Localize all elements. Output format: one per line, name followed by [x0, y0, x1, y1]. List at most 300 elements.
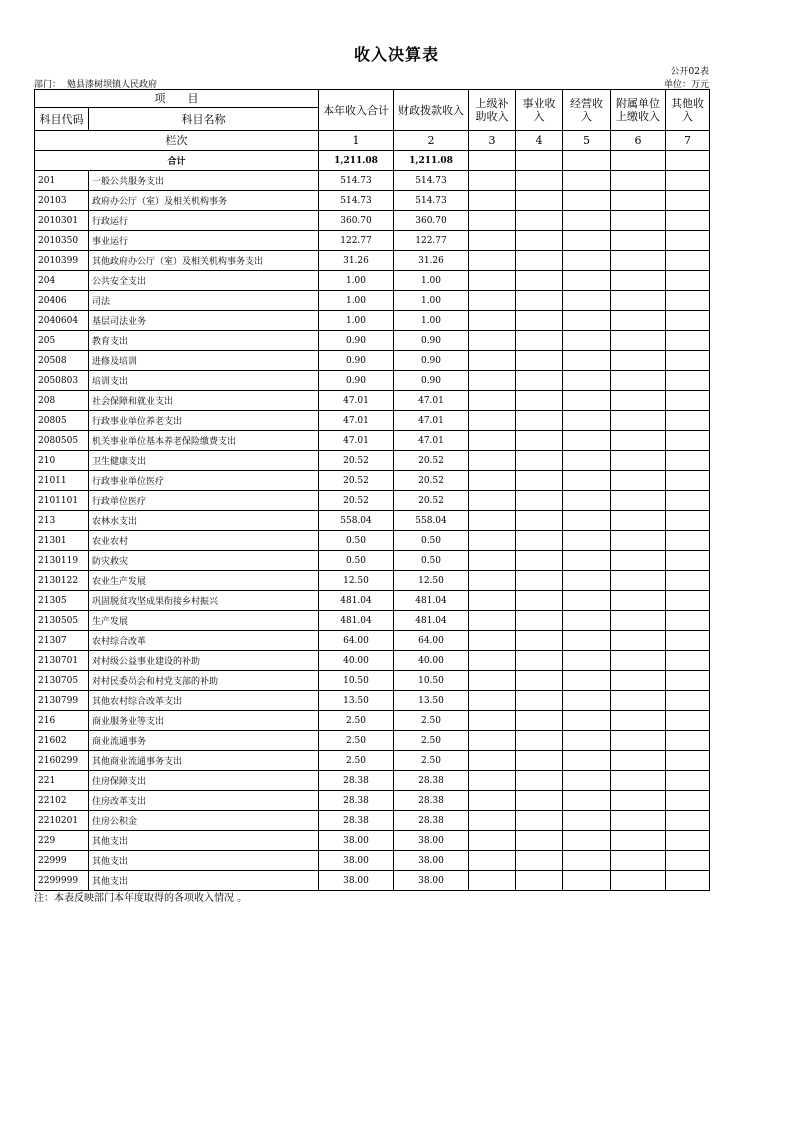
- empty-cell: [469, 451, 516, 471]
- page-title: 收入决算表: [353, 45, 439, 64]
- total-label: 合计: [35, 151, 319, 171]
- empty-cell: [469, 431, 516, 451]
- row-fiscal: 0.50: [394, 551, 469, 571]
- col-num-2: 2: [394, 131, 469, 151]
- row-fiscal: 481.04: [394, 611, 469, 631]
- empty-cell: [469, 651, 516, 671]
- empty-cell: [469, 251, 516, 271]
- empty-cell: [666, 691, 710, 711]
- empty-cell: [469, 851, 516, 871]
- row-code: 2130505: [35, 611, 89, 631]
- empty-cell: [469, 711, 516, 731]
- empty-cell: [611, 391, 666, 411]
- table-row: [35, 751, 710, 771]
- empty-cell: [611, 371, 666, 391]
- header-affiliated: 附属单位上缴收入: [611, 90, 666, 131]
- empty-cell: [516, 771, 563, 791]
- row-fiscal: 20.52: [394, 451, 469, 471]
- empty-cell: [563, 751, 611, 771]
- row-total-income: 1.00: [319, 271, 394, 291]
- table-row: [35, 611, 710, 631]
- empty-cell: [611, 671, 666, 691]
- empty-cell: [666, 731, 710, 751]
- department-name: 勉县漆树坝镇人民政府: [67, 80, 158, 90]
- empty-cell: [563, 871, 611, 891]
- row-code: 2040604: [35, 311, 89, 331]
- row-name: 行政单位医疗: [89, 491, 319, 511]
- row-name: 行政事业单位养老支出: [89, 411, 319, 431]
- row-code: 21011: [35, 471, 89, 491]
- row-fiscal: 38.00: [394, 871, 469, 891]
- empty-cell: [563, 771, 611, 791]
- row-name: 其他支出: [89, 871, 319, 891]
- empty-cell: [516, 831, 563, 851]
- empty-cell: [563, 791, 611, 811]
- empty-cell: [563, 551, 611, 571]
- empty-cell: [469, 551, 516, 571]
- row-name: 培训支出: [89, 371, 319, 391]
- department-label: 部门：: [34, 80, 62, 90]
- col-num-4: 4: [516, 131, 563, 151]
- row-code: 21602: [35, 731, 89, 751]
- table-row: [35, 191, 710, 211]
- table-row: [35, 271, 710, 291]
- row-code: 2130705: [35, 671, 89, 691]
- empty-cell: [611, 311, 666, 331]
- empty-cell: [611, 571, 666, 591]
- row-code: 22999: [35, 851, 89, 871]
- row-fiscal: 20.52: [394, 491, 469, 511]
- row-fiscal: 122.77: [394, 231, 469, 251]
- row-fiscal: 514.73: [394, 191, 469, 211]
- row-fiscal: 2.50: [394, 751, 469, 771]
- empty-cell: [666, 211, 710, 231]
- row-name: 农业农村: [89, 531, 319, 551]
- row-name: 其他商业流通事务支出: [89, 751, 319, 771]
- empty-cell: [666, 871, 710, 891]
- empty-cell: [666, 651, 710, 671]
- empty-cell: [666, 351, 710, 371]
- row-total-income: 0.90: [319, 371, 394, 391]
- row-name: 一般公共服务支出: [89, 171, 319, 191]
- empty-cell: [563, 211, 611, 231]
- empty-cell: [469, 691, 516, 711]
- row-total-income: 2.50: [319, 751, 394, 771]
- empty-cell: [516, 691, 563, 711]
- empty-cell: [611, 211, 666, 231]
- table-row: [35, 511, 710, 531]
- empty-cell: [611, 491, 666, 511]
- table-row: [35, 571, 710, 591]
- empty-cell: [516, 311, 563, 331]
- empty-cell: [516, 371, 563, 391]
- empty-cell: [516, 671, 563, 691]
- empty-cell: [611, 431, 666, 451]
- row-code: 21305: [35, 591, 89, 611]
- header-superior: 上级补助收入: [469, 90, 516, 131]
- empty-cell: [516, 291, 563, 311]
- empty-cell: [516, 811, 563, 831]
- row-total-income: 47.01: [319, 431, 394, 451]
- empty-cell: [516, 751, 563, 771]
- row-total-income: 481.04: [319, 591, 394, 611]
- row-name: 卫生健康支出: [89, 451, 319, 471]
- empty-cell: [516, 731, 563, 751]
- empty-cell: [469, 151, 516, 171]
- row-total-income: 47.01: [319, 391, 394, 411]
- table-row: [35, 631, 710, 651]
- row-fiscal: 558.04: [394, 511, 469, 531]
- table-row: [35, 871, 710, 891]
- row-total-income: 481.04: [319, 611, 394, 631]
- header-item: 项 目: [35, 90, 319, 108]
- empty-cell: [666, 811, 710, 831]
- table-row: [35, 231, 710, 251]
- header-total-income: 本年收入合计: [319, 90, 394, 131]
- empty-cell: [469, 831, 516, 851]
- header-business: 事业收入: [516, 90, 563, 131]
- empty-cell: [469, 211, 516, 231]
- row-fiscal: 2.50: [394, 731, 469, 751]
- row-fiscal: 13.50: [394, 691, 469, 711]
- empty-cell: [666, 631, 710, 651]
- empty-cell: [516, 591, 563, 611]
- empty-cell: [563, 471, 611, 491]
- table-row: [35, 591, 710, 611]
- row-fiscal: 1.00: [394, 291, 469, 311]
- row-total-income: 360.70: [319, 211, 394, 231]
- row-fiscal: 0.50: [394, 531, 469, 551]
- row-fiscal: 47.01: [394, 411, 469, 431]
- row-total-income: 0.50: [319, 551, 394, 571]
- empty-cell: [563, 231, 611, 251]
- empty-cell: [563, 671, 611, 691]
- empty-cell: [666, 771, 710, 791]
- row-total-income: 2.50: [319, 731, 394, 751]
- empty-cell: [469, 591, 516, 611]
- row-total-income: 31.26: [319, 251, 394, 271]
- row-name: 住房改革支出: [89, 791, 319, 811]
- row-name: 对村级公益事业建设的补助: [89, 651, 319, 671]
- row-total-income: 47.01: [319, 411, 394, 431]
- empty-cell: [666, 391, 710, 411]
- empty-cell: [611, 851, 666, 871]
- empty-cell: [611, 291, 666, 311]
- empty-cell: [516, 551, 563, 571]
- empty-cell: [516, 471, 563, 491]
- empty-cell: [666, 671, 710, 691]
- empty-cell: [611, 151, 666, 171]
- row-fiscal: 64.00: [394, 631, 469, 651]
- row-name: 基层司法业务: [89, 311, 319, 331]
- empty-cell: [666, 531, 710, 551]
- total-income-value: 1,211.08: [319, 151, 394, 171]
- row-total-income: 12.50: [319, 571, 394, 591]
- empty-cell: [516, 851, 563, 871]
- empty-cell: [563, 371, 611, 391]
- row-total-income: 2.50: [319, 711, 394, 731]
- row-total-income: 0.50: [319, 531, 394, 551]
- empty-cell: [563, 851, 611, 871]
- empty-cell: [469, 811, 516, 831]
- row-total-income: 28.38: [319, 791, 394, 811]
- row-code: 2130701: [35, 651, 89, 671]
- row-fiscal: 1.00: [394, 271, 469, 291]
- form-number: 公开02表: [670, 67, 709, 77]
- empty-cell: [469, 671, 516, 691]
- table-row: [35, 291, 710, 311]
- empty-cell: [666, 711, 710, 731]
- row-name: 政府办公厅（室）及相关机构事务: [89, 191, 319, 211]
- row-total-income: 1.00: [319, 291, 394, 311]
- row-total-income: 40.00: [319, 651, 394, 671]
- table-row: [35, 691, 710, 711]
- empty-cell: [469, 471, 516, 491]
- empty-cell: [611, 771, 666, 791]
- empty-cell: [469, 391, 516, 411]
- empty-cell: [563, 271, 611, 291]
- empty-cell: [516, 191, 563, 211]
- empty-cell: [563, 251, 611, 271]
- row-total-income: 13.50: [319, 691, 394, 711]
- row-name: 行政运行: [89, 211, 319, 231]
- row-fiscal: 10.50: [394, 671, 469, 691]
- empty-cell: [666, 411, 710, 431]
- empty-cell: [666, 791, 710, 811]
- empty-cell: [611, 171, 666, 191]
- row-total-income: 1.00: [319, 311, 394, 331]
- row-code: 204: [35, 271, 89, 291]
- empty-cell: [666, 591, 710, 611]
- empty-cell: [563, 191, 611, 211]
- table-row: [35, 171, 710, 191]
- row-total-income: 28.38: [319, 771, 394, 791]
- row-name: 其他支出: [89, 851, 319, 871]
- table-row: [35, 711, 710, 731]
- empty-cell: [563, 311, 611, 331]
- table-row: [35, 671, 710, 691]
- row-code: 208: [35, 391, 89, 411]
- empty-cell: [563, 391, 611, 411]
- empty-cell: [469, 571, 516, 591]
- empty-cell: [666, 551, 710, 571]
- empty-cell: [611, 251, 666, 271]
- row-name: 进修及培训: [89, 351, 319, 371]
- empty-cell: [611, 531, 666, 551]
- empty-cell: [516, 451, 563, 471]
- empty-cell: [516, 791, 563, 811]
- empty-cell: [563, 711, 611, 731]
- table-row: [35, 251, 710, 271]
- empty-cell: [666, 611, 710, 631]
- empty-cell: [469, 311, 516, 331]
- row-code: 20406: [35, 291, 89, 311]
- row-code: 20508: [35, 351, 89, 371]
- empty-cell: [611, 631, 666, 651]
- row-code: 20103: [35, 191, 89, 211]
- row-name: 事业运行: [89, 231, 319, 251]
- empty-cell: [516, 711, 563, 731]
- row-name: 公共安全支出: [89, 271, 319, 291]
- row-name: 对村民委员会和村党支部的补助: [89, 671, 319, 691]
- row-fiscal: 0.90: [394, 371, 469, 391]
- table-row: [35, 551, 710, 571]
- empty-cell: [469, 531, 516, 551]
- row-total-income: 38.00: [319, 851, 394, 871]
- empty-cell: [516, 411, 563, 431]
- row-name: 机关事业单位基本养老保险缴费支出: [89, 431, 319, 451]
- empty-cell: [563, 451, 611, 471]
- col-num-6: 6: [611, 131, 666, 151]
- empty-cell: [611, 191, 666, 211]
- table-row: [35, 431, 710, 451]
- row-fiscal: 0.90: [394, 331, 469, 351]
- row-fiscal: 28.38: [394, 791, 469, 811]
- table-row: [35, 391, 710, 411]
- empty-cell: [666, 171, 710, 191]
- empty-cell: [516, 651, 563, 671]
- row-name: 商业流通事务: [89, 731, 319, 751]
- row-name: 农业生产发展: [89, 571, 319, 591]
- row-code: 205: [35, 331, 89, 351]
- empty-cell: [611, 791, 666, 811]
- empty-cell: [611, 711, 666, 731]
- table-row: [35, 651, 710, 671]
- unit-label: 单位：万元: [663, 80, 709, 90]
- empty-cell: [516, 611, 563, 631]
- row-name: 商业服务业等支出: [89, 711, 319, 731]
- empty-cell: [666, 491, 710, 511]
- empty-cell: [563, 531, 611, 551]
- empty-cell: [469, 491, 516, 511]
- empty-cell: [563, 351, 611, 371]
- row-fiscal: 20.52: [394, 471, 469, 491]
- header-operating: 经营收入: [563, 90, 611, 131]
- empty-cell: [666, 511, 710, 531]
- row-name: 防灾救灾: [89, 551, 319, 571]
- row-total-income: 514.73: [319, 191, 394, 211]
- empty-cell: [516, 511, 563, 531]
- empty-cell: [666, 291, 710, 311]
- empty-cell: [666, 471, 710, 491]
- row-name: 其他政府办公厅（室）及相关机构事务支出: [89, 251, 319, 271]
- empty-cell: [611, 811, 666, 831]
- table-row: [35, 311, 710, 331]
- empty-cell: [516, 571, 563, 591]
- empty-cell: [516, 491, 563, 511]
- row-total-income: 38.00: [319, 871, 394, 891]
- empty-cell: [611, 331, 666, 351]
- table-row: [35, 211, 710, 231]
- empty-cell: [563, 651, 611, 671]
- empty-cell: [563, 331, 611, 351]
- row-total-income: 20.52: [319, 491, 394, 511]
- row-code: 210: [35, 451, 89, 471]
- empty-cell: [516, 211, 563, 231]
- row-fiscal: 47.01: [394, 391, 469, 411]
- row-total-income: 514.73: [319, 171, 394, 191]
- row-code: 2210201: [35, 811, 89, 831]
- table-row: [35, 411, 710, 431]
- empty-cell: [516, 871, 563, 891]
- row-name: 其他支出: [89, 831, 319, 851]
- row-name: 社会保障和就业支出: [89, 391, 319, 411]
- row-code: 213: [35, 511, 89, 531]
- empty-cell: [469, 631, 516, 651]
- row-name: 其他农村综合改革支出: [89, 691, 319, 711]
- empty-cell: [666, 191, 710, 211]
- empty-cell: [469, 371, 516, 391]
- table-row: [35, 331, 710, 351]
- row-code: 2299999: [35, 871, 89, 891]
- row-code: 2050803: [35, 371, 89, 391]
- empty-cell: [666, 751, 710, 771]
- row-total-income: 20.52: [319, 471, 394, 491]
- footnote: 注：本表反映部门本年度取得的各项收入情况 。: [34, 893, 248, 904]
- empty-cell: [611, 451, 666, 471]
- empty-cell: [563, 631, 611, 651]
- row-code: 2130119: [35, 551, 89, 571]
- empty-cell: [469, 231, 516, 251]
- empty-cell: [563, 491, 611, 511]
- row-fiscal: 481.04: [394, 591, 469, 611]
- row-fiscal: 360.70: [394, 211, 469, 231]
- table-row: [35, 371, 710, 391]
- row-total-income: 0.90: [319, 351, 394, 371]
- table-row: [35, 851, 710, 871]
- row-total-income: 122.77: [319, 231, 394, 251]
- empty-cell: [611, 731, 666, 751]
- empty-cell: [469, 611, 516, 631]
- empty-cell: [611, 511, 666, 531]
- empty-cell: [563, 591, 611, 611]
- row-code: 2130799: [35, 691, 89, 711]
- row-code: 2080505: [35, 431, 89, 451]
- row-fiscal: 28.38: [394, 811, 469, 831]
- empty-cell: [469, 771, 516, 791]
- row-name: 住房公积金: [89, 811, 319, 831]
- empty-cell: [563, 811, 611, 831]
- row-code: 22102: [35, 791, 89, 811]
- row-name: 教育支出: [89, 331, 319, 351]
- empty-cell: [563, 691, 611, 711]
- empty-cell: [516, 351, 563, 371]
- row-name: 司法: [89, 291, 319, 311]
- row-name: 农村综合改革: [89, 631, 319, 651]
- empty-cell: [563, 571, 611, 591]
- row-code: 216: [35, 711, 89, 731]
- empty-cell: [563, 171, 611, 191]
- empty-cell: [563, 831, 611, 851]
- table-row: [35, 791, 710, 811]
- empty-cell: [563, 151, 611, 171]
- empty-cell: [611, 831, 666, 851]
- table-row: [35, 771, 710, 791]
- table-row: [35, 491, 710, 511]
- empty-cell: [666, 571, 710, 591]
- empty-cell: [666, 251, 710, 271]
- row-fiscal: 0.90: [394, 351, 469, 371]
- empty-cell: [666, 451, 710, 471]
- col-num-7: 7: [666, 131, 710, 151]
- row-fiscal: 38.00: [394, 851, 469, 871]
- row-code: 2010350: [35, 231, 89, 251]
- row-name: 行政事业单位医疗: [89, 471, 319, 491]
- empty-cell: [516, 431, 563, 451]
- row-fiscal: 31.26: [394, 251, 469, 271]
- col-num-1: 1: [319, 131, 394, 151]
- header-code: 科目代码: [35, 108, 89, 131]
